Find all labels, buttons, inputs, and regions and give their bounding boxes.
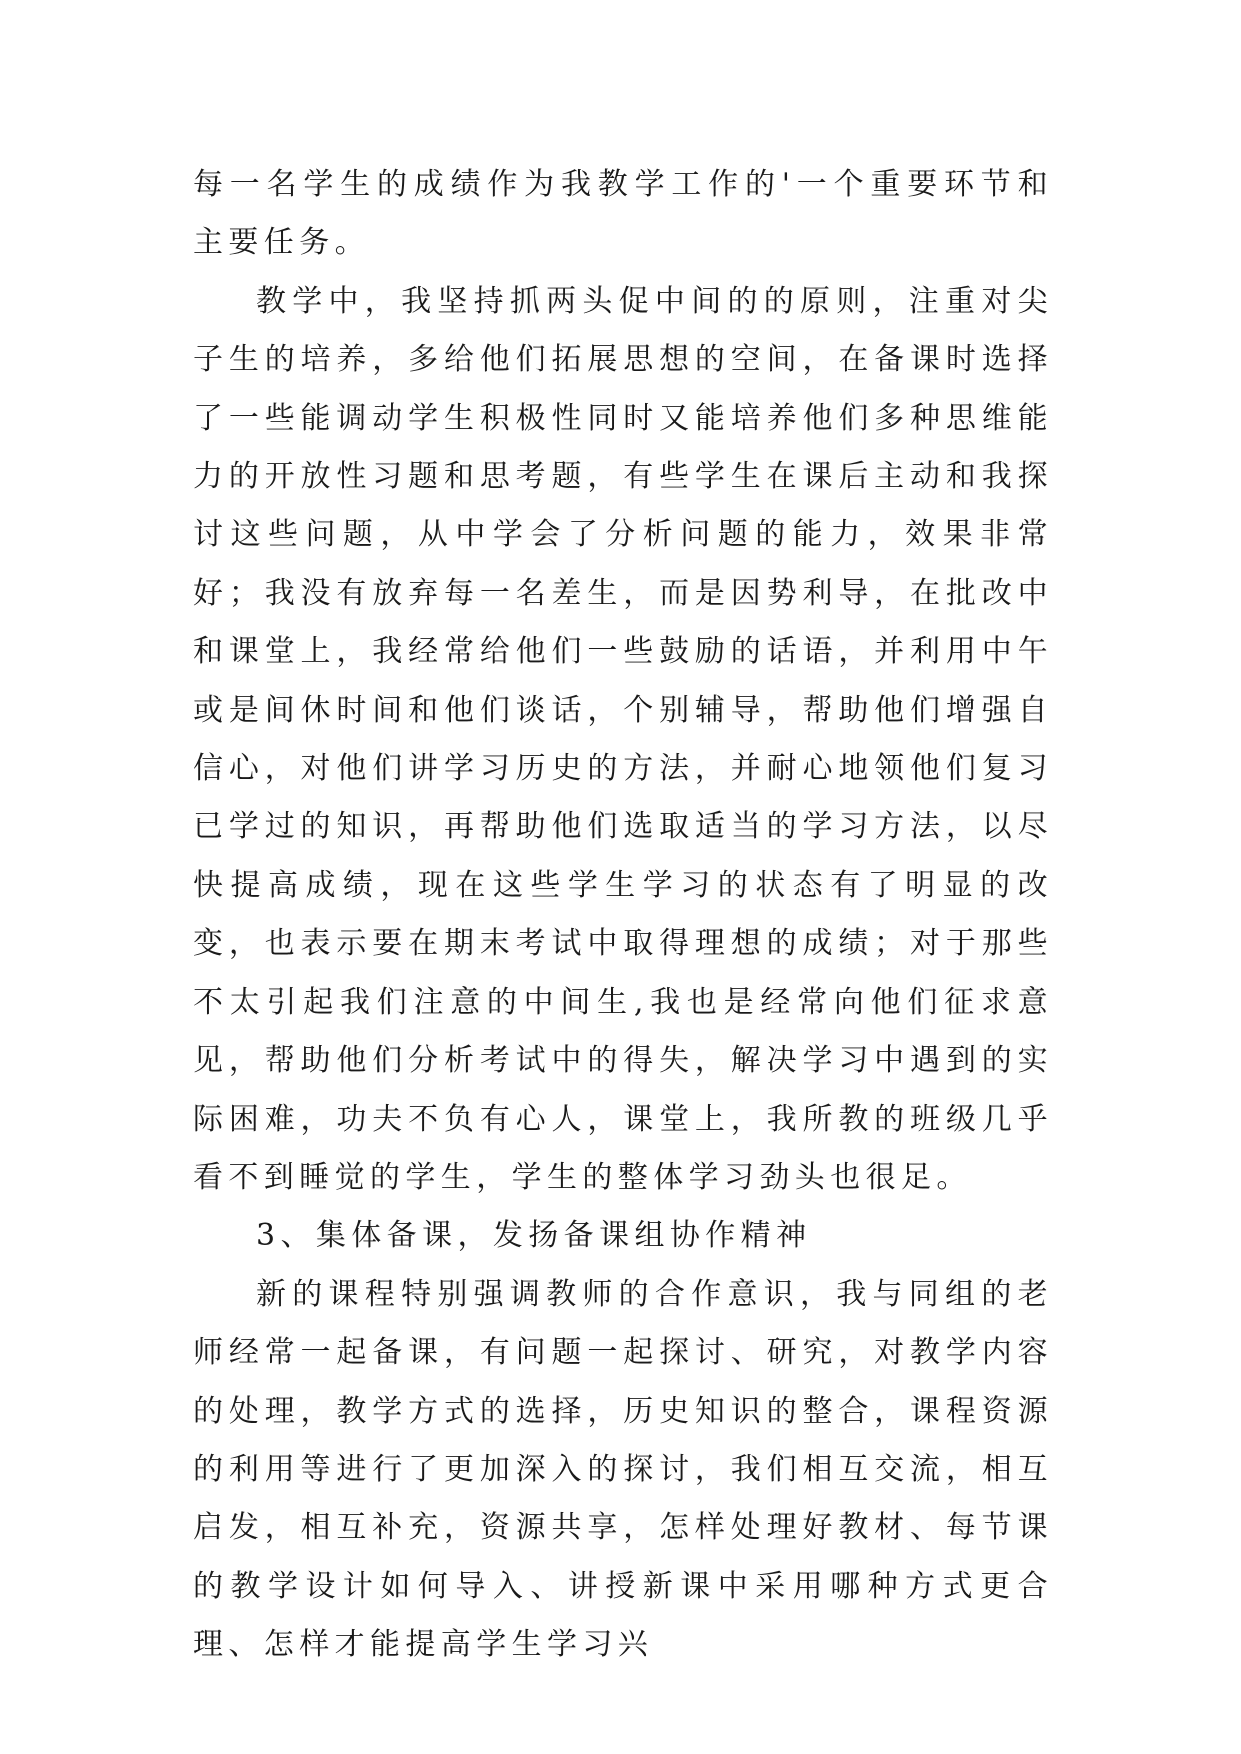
document-body	[193, 156, 1053, 1675]
paragraph-teaching-method: 教学中，我坚持抓两头促中间的的原则，注重对尖子生的培养，多给他们拓展思想的空间，在备课时选择了一些能调动学生积极性同时又能培养他们多种思维能力的开放性习题和思考题，有些学生在课后主动和我探讨这些问题，从中学会了分析问题的能力，效果非常好；我没有放弃每一名差生，而是因势利导，在批改中和课堂上，我经常给他们一些鼓励的话语，并利用中午或是间休时间和他们谈话，个别辅导，帮助他们增强自信心，对他们讲学习历史的方法，并耐心地领他们复习已学过的知识，再帮助他们选取适当的学习方法，以尽快提高成绩，现在这些学生学习的状态有了明显的改变，也表示要在期末考试中取得理想的成绩；对于那些不太引起我们注意的中间生,我也是经常向他们征求意见，帮助他们分析考试中的得失，解决学习中遇到的实际困难，功夫不负有心人，课堂上，我所教的班级几乎看不到睡觉的学生，学生的整体学习劲头也很足。	[193, 283, 1053, 1195]
paragraph-continuation: 每一名学生的成绩作为我教学工作的'一个重要环节和主要任务。	[193, 167, 1053, 261]
paragraph-collaboration: 新的课程特别强调教师的合作意识，我与同组的老师经常一起备课，有问题一起探讨、研究，对教学内容的处理，教学方式的选择，历史知识的整合，课程资源的利用等进行了更加深入的探讨，我们相互交流，相互启发，相互补充，资源共享，怎样处理好教材、每节课的教学设计如何导入、讲授新课中采用哪种方式更合理、怎样才能提高学生学习兴	[193, 1276, 1053, 1663]
section-heading-collective-lesson-prep: 3、集体备课，发扬备课组协作精神	[256, 1218, 812, 1254]
